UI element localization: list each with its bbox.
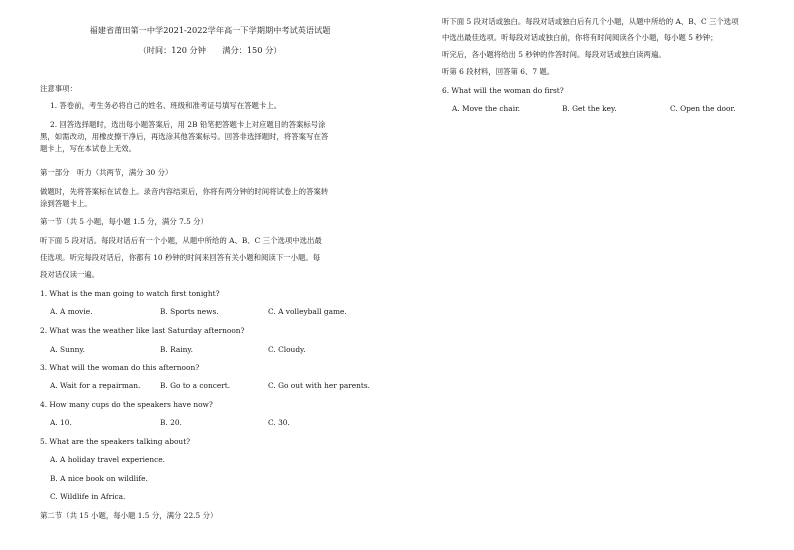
question-2: 2. What was the weather like last Saturday afternoon? (40, 326, 245, 335)
question-5-option-c: C. Wildlife in Africa. (50, 492, 126, 501)
question-4-options (50, 418, 380, 430)
question-3-options (50, 381, 380, 393)
section2-heading: 第二节（共 15 小题，每小题 1.5 分，满分 22.5 分） (40, 511, 218, 520)
question-5: 5. What are the speakers talking about? (40, 437, 191, 446)
section1-intro-line2: 佳选项。听完每段对话后，你都有 10 秒钟的时间来回答有关小题和阅读下一小题。每 (40, 253, 321, 262)
section1-heading: 第一节（共 5 小题，每小题 1.5 分，满分 7.5 分） (40, 217, 208, 226)
option-c: C. A volleyball game. (268, 307, 347, 316)
notice-item-1: 1. 答卷前，考生务必将自己的姓名、班级和准考证号填写在答题卡上。 (50, 101, 282, 110)
option-a: A. 10. (50, 418, 72, 427)
option-c: C. Open the door. (670, 104, 736, 113)
question-1: 1. What is the man going to watch first tonight? (40, 289, 220, 298)
option-c: C. Cloudy. (268, 345, 306, 354)
notice-heading: 注意事项： (40, 84, 77, 93)
option-b: B. Go to a concert. (160, 381, 231, 390)
section2-intro-line1: 听下面 5 段对话或独白。每段对话或独白后有几个小题，从题中所给的 A、B、C 三个选项 (442, 17, 739, 26)
notice-item-2-line3: 题卡上，写在本试卷上无效。 (40, 144, 137, 153)
section1-intro-line1: 听下面 5 段对话。每段对话后有一个小题，从题中所给的 A、B、C 三个选项中选出最 (40, 236, 322, 245)
question-2-options (50, 345, 380, 357)
option-c: C. Go out with her parents. (268, 381, 371, 390)
section2-intro-line3: 听完后，各小题将给出 5 秒钟的作答时间。每段对话或独白读两遍。 (442, 50, 666, 59)
option-b: B. Rainy. (160, 345, 193, 354)
notice-item-2-line1: 2. 回答选择题时，选出每小题答案后，用 2B 铅笔把答题卡上对应题目的答案标号涂 (50, 120, 326, 129)
notice-item-2-line2: 黑，如需改动，用橡皮擦干净后，再选涂其他答案标号。回答非选择题时，将答案写在答 (40, 132, 329, 141)
option-a: A. Move the chair. (452, 104, 521, 113)
option-b: B. 20. (160, 418, 182, 427)
question-4: 4. How many cups do the speakers have now? (40, 400, 213, 409)
question-1-options (50, 307, 380, 319)
option-a: A. Sunny. (50, 345, 85, 354)
option-b: B. Get the key. (562, 104, 617, 113)
section2-intro-line2: 中选出最佳选项。听每段对话或独白前，你将有时间阅读各个小题，每小题 5 秒钟； (442, 33, 718, 42)
exam-title: 福建省莆田第一中学2021-2022学年高一下学期期中考试英语试题 (89, 25, 331, 35)
question-3: 3. What will the woman do this afternoon? (40, 363, 200, 372)
option-a: A. A movie. (50, 307, 93, 316)
option-a: A. Wait for a repairman. (50, 381, 141, 390)
question-5-option-a: A. A holiday travel experience. (50, 455, 166, 464)
exam-time-score: （时间：120 分钟 满分：150 分） (138, 45, 282, 55)
question-5-option-b: B. A nice book on wildlife. (50, 474, 148, 483)
section1-intro-line3: 段对话仅读一遍。 (40, 270, 100, 279)
option-b: B. Sports news. (160, 307, 219, 316)
part1-intro-line2: 涂到答题卡上。 (40, 199, 92, 208)
part1-intro-line1: 做题时，先将答案标在试卷上。录音内容结束后，你将有两分钟的时间将试卷上的答案转 (40, 187, 329, 196)
material-6-heading: 听第 6 段材料，回答第 6、7 题。 (442, 67, 555, 76)
part1-heading: 第一部分 听力（共两节，满分 30 分） (40, 168, 173, 177)
option-c: C. 30. (268, 418, 290, 427)
question-6: 6. What will the woman do first? (442, 86, 564, 95)
question-6-options (452, 104, 762, 116)
